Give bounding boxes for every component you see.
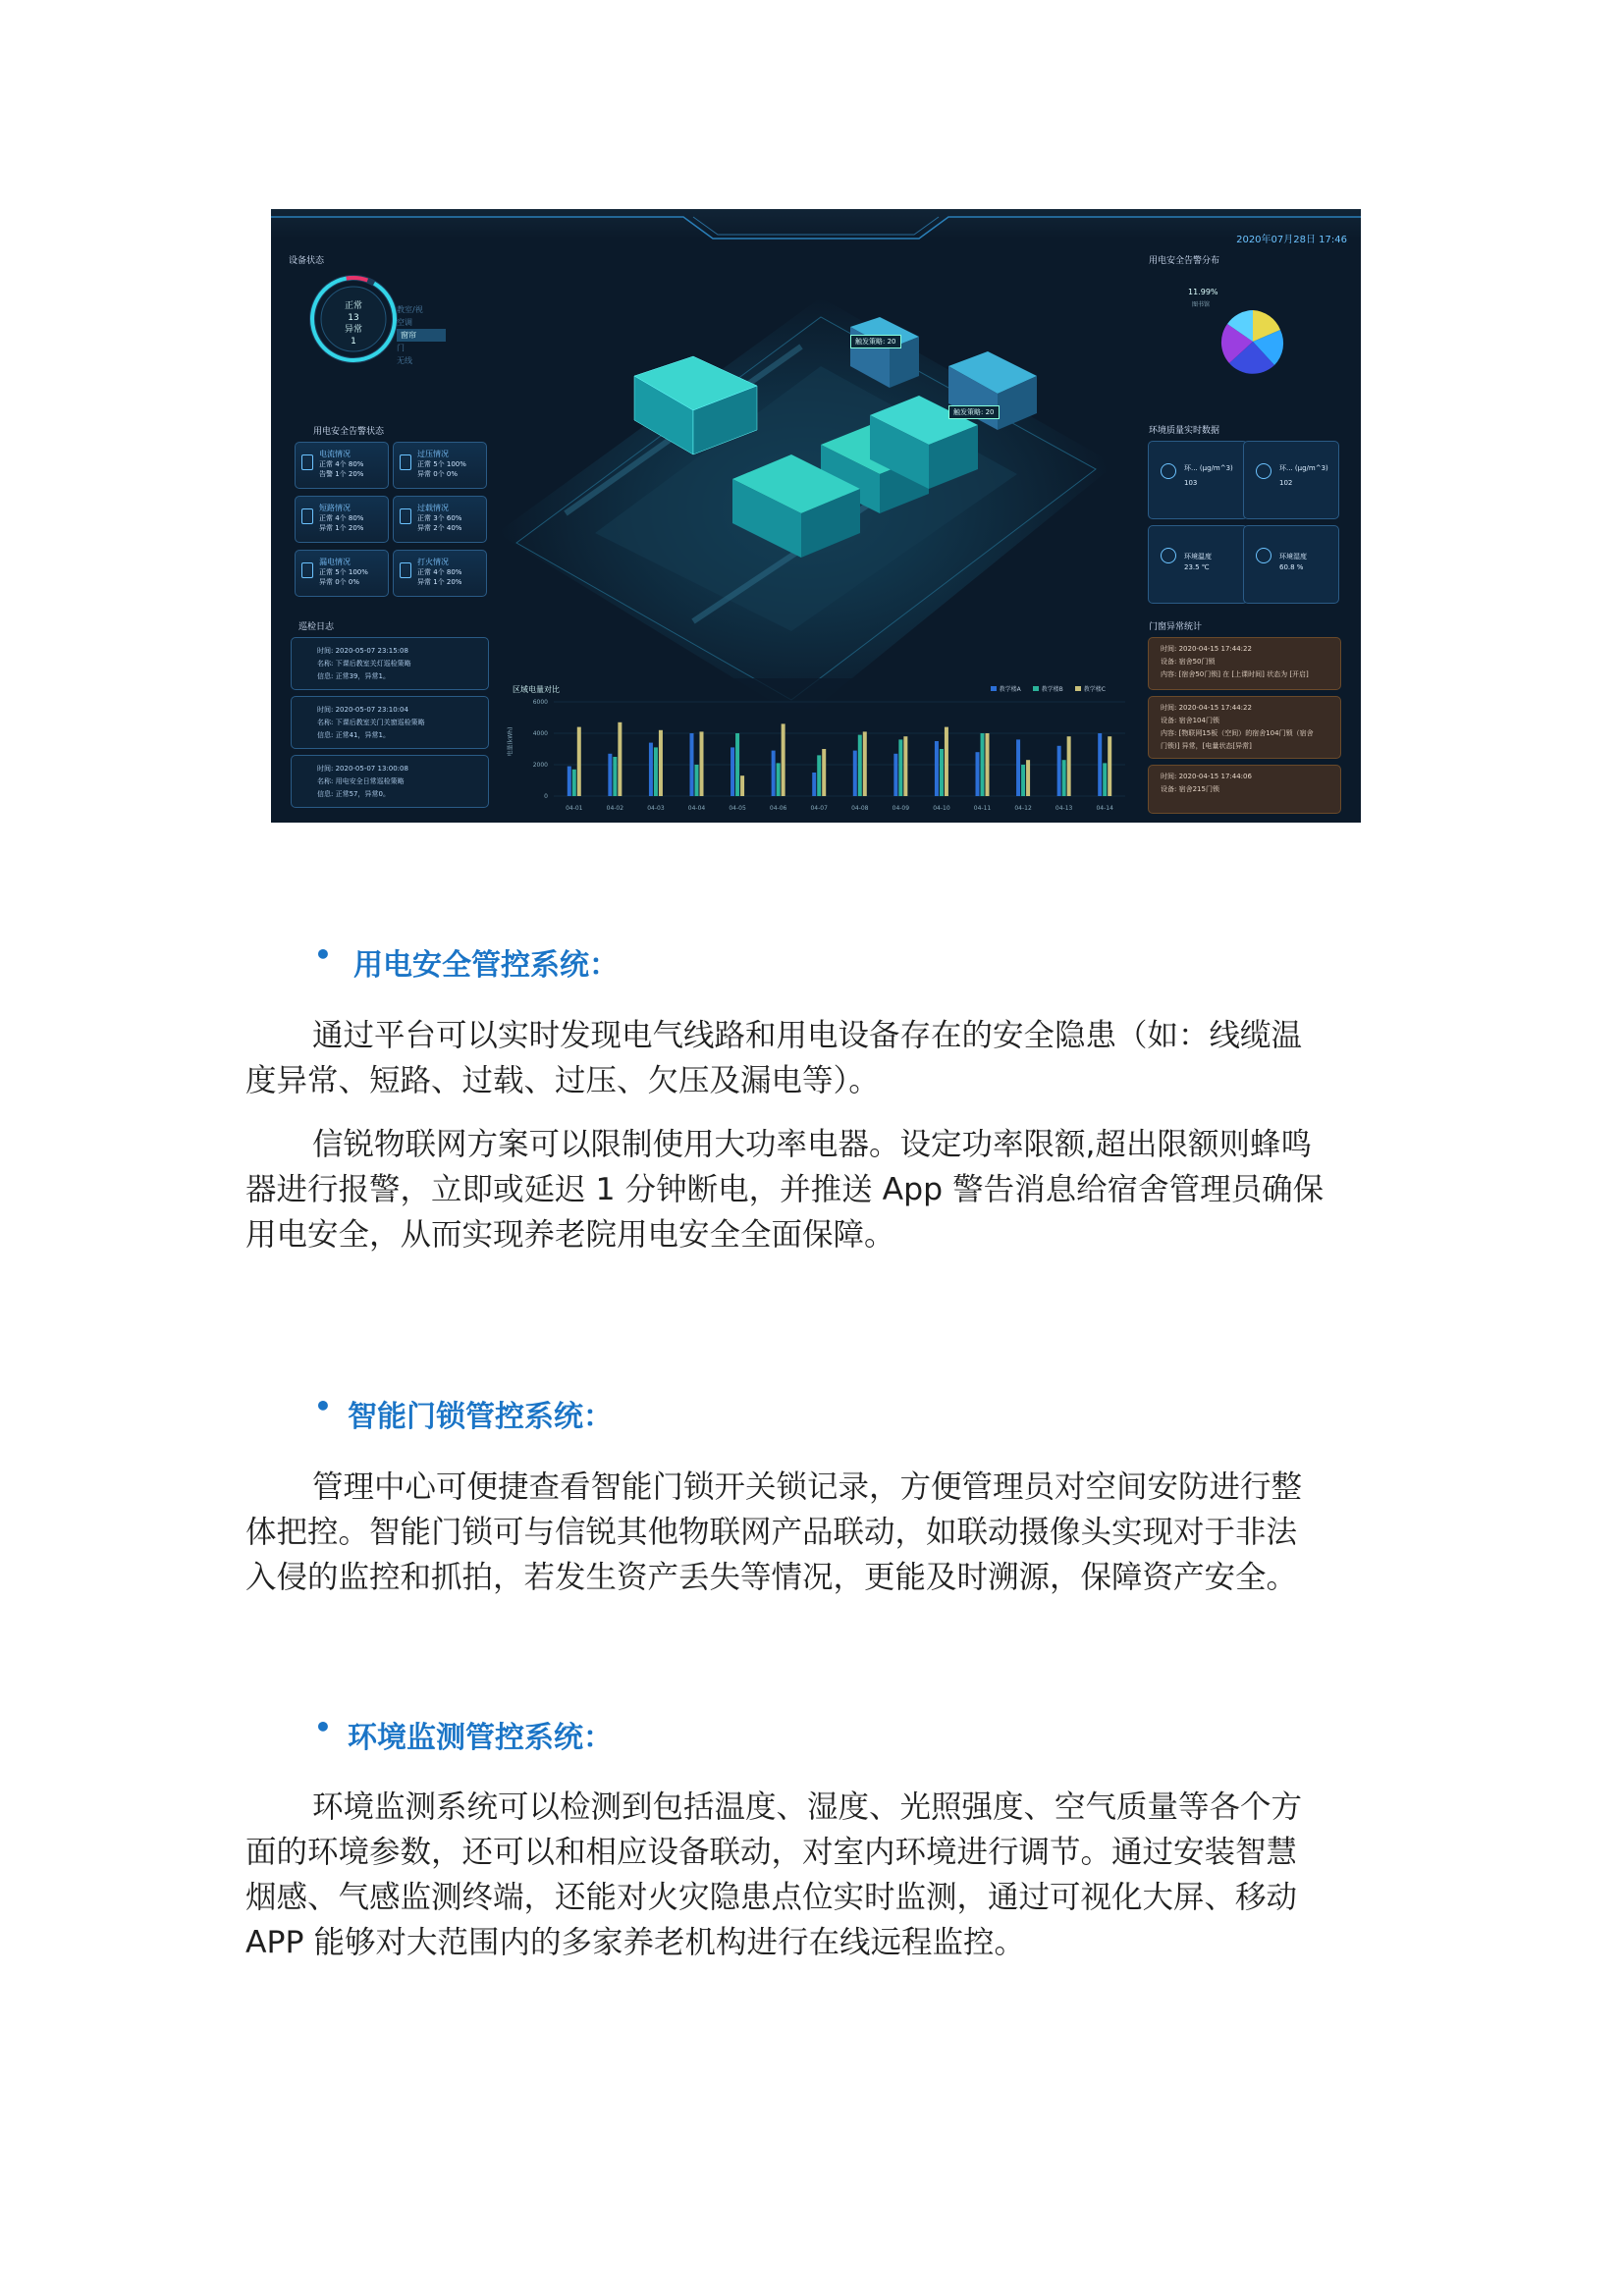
text-line: 入侵的监控和抓拍，若发生资产丢失等情况，更能及时溯源，保障资产安全。 [245,1560,1298,1595]
bar[interactable] [812,773,816,796]
bar[interactable] [730,747,734,796]
patrol-log-title: 巡检日志 [298,622,335,632]
text-line: 面的环境参数，还可以和相应设备联动，对室内环境进行调节。通过安装智慧 [245,1835,1298,1870]
callout-2: 触发策略: 20 [948,405,1000,419]
x-tick-label: 04-14 [1096,805,1113,812]
device-type-item[interactable]: 无线 [397,356,412,365]
paragraph [245,1013,1302,1103]
elec-card-spark[interactable]: 打火情况 正常 4个 80% 异常 1个 20% [393,550,487,597]
device-type-item[interactable]: 门 [397,344,405,352]
pm-icon [1256,463,1271,479]
bar[interactable] [1103,763,1107,796]
text-line: 烟感、气感监测终端，还能对火灾隐患点位实时监测，通过可视化大屏、移动 [245,1880,1298,1915]
bar[interactable] [772,751,776,796]
env-card-pm2[interactable]: 环... (μg/m^3) 102 [1243,441,1339,519]
bar[interactable] [903,736,907,796]
bullet: • [314,1711,332,1743]
text-line: 通过平台可以实时发现电气线路和用电设备存在的安全隐患（如：线缆温 [312,1018,1303,1053]
bar[interactable] [940,749,944,796]
x-tick-label: 04-07 [810,805,828,812]
door-entry[interactable]: 时间: 2020-04-15 17:44:22 设备: 宿舍104门锁 内容: [物联网15板（空间）的宿舍104门锁（宿舍 门锁)] 异常，[电量状态[异常] [1148,696,1341,759]
overload-icon [400,508,411,524]
text-line: 用电安全，从而实现养老院用电安全全面保障。 [245,1217,895,1253]
bar[interactable] [822,749,826,796]
thermometer-icon [1161,548,1176,563]
section-heading: 用电安全管控系统： [353,948,619,983]
leakage-icon [301,562,313,578]
text-line: 信锐物联网方案可以限制使用大功率电器。设定功率限额,超出限额则蜂鸣 [312,1127,1313,1162]
patrol-log-entry[interactable]: 时间: 2020-05-07 13:00:08 名称: 用电安全日常巡检策略 信息: 正常57，异常0。 [291,755,489,808]
legend-label: 教学楼C [1083,686,1106,693]
current-icon [301,454,313,470]
env-card-temp[interactable]: 环境温度 23.5 ℃ [1148,525,1248,604]
elec-dist-pct: 11.99% [1188,288,1218,296]
x-tick-label: 04-09 [892,805,910,812]
paragraph [245,1465,1302,1600]
x-tick-label: 04-05 [729,805,746,812]
bar[interactable] [654,747,658,796]
elec-card-current[interactable]: 电流情况 正常 4个 80% 告警 1个 20% [295,442,389,489]
bar[interactable] [613,757,617,796]
x-tick-label: 04-03 [647,805,665,812]
bar[interactable] [572,770,576,796]
elec-card-overvoltage[interactable]: 过压情况 正常 5个 100% 异常 0个 0% [393,442,487,489]
bar[interactable] [695,765,699,796]
section-heading: 智能门锁管控系统： [348,1400,613,1434]
bar[interactable] [986,733,990,796]
paragraph [245,1122,1324,1257]
text-line: 环境监测系统可以检测到包括温度、湿度、光照强度、空气质量等各个方 [312,1789,1303,1825]
x-tick-label: 04-04 [687,805,706,812]
bar[interactable] [1067,736,1071,796]
bar[interactable] [777,763,781,796]
device-status-title: 设备状态 [289,256,325,266]
bar[interactable] [858,735,862,796]
door-entry[interactable]: 时间: 2020-04-15 17:44:06 设备: 宿舍215门锁 [1148,765,1341,814]
bar[interactable] [976,752,980,796]
dashboard-screenshot [271,209,1361,823]
bullet: • [314,938,332,971]
bar[interactable] [608,754,612,796]
y-tick-label: 6000 [532,699,548,706]
bar[interactable] [782,723,785,796]
bar[interactable] [690,733,694,796]
env-card-pm[interactable]: 环... (μg/m^3) 103 [1148,441,1248,519]
bar[interactable] [981,733,985,796]
elec-dist-label: 图书馆 [1192,301,1211,308]
x-tick-label: 04-12 [1014,805,1032,812]
patrol-log-entry[interactable]: 时间: 2020-05-07 23:10:04 名称: 下课后教室关门关窗巡检策略 信息: 正常41，异常1。 [291,696,489,749]
humidity-icon [1256,548,1271,563]
env-title: 环境质量实时数据 [1149,426,1220,436]
pm-icon [1161,463,1176,479]
device-type-item[interactable]: 教室/视 [397,305,423,314]
bar[interactable] [735,733,739,796]
text-line: APP 能够对大范围内的多家养老机构进行在线远程监控。 [245,1925,1026,1960]
device-type-item[interactable]: 空调 [397,318,412,327]
bar[interactable] [1016,739,1020,796]
callout-1: 触发策略: 20 [850,335,901,348]
chart-plot [507,678,1135,816]
y-tick-label: 0 [544,793,548,800]
bar[interactable] [568,767,571,796]
area-power-chart [507,678,1135,816]
bar[interactable] [945,727,948,796]
bar[interactable] [898,739,902,796]
bar[interactable] [817,755,821,796]
x-tick-label: 04-11 [973,805,992,812]
bar[interactable] [659,730,663,796]
bar[interactable] [700,731,704,796]
x-tick-label: 04-10 [933,805,950,812]
elec-dist-title: 用电安全告警分布 [1149,256,1220,266]
x-tick-label: 04-01 [566,805,583,812]
bar[interactable] [1057,746,1061,796]
x-tick-label: 04-02 [606,805,624,812]
voltage-icon [400,454,411,470]
text-line: 管理中心可便捷查看智能门锁开关锁记录，方便管理员对空间安防进行整 [312,1469,1303,1505]
elec-dist-pie [1214,302,1292,381]
bar[interactable] [1021,765,1025,796]
bar[interactable] [1026,760,1030,796]
bullet: • [314,1390,332,1422]
bar[interactable] [893,754,897,796]
x-tick-label: 04-06 [769,805,787,812]
bar[interactable] [1062,760,1066,796]
y-tick-label: 2000 [532,762,548,769]
door-entry[interactable]: 时间: 2020-04-15 17:44:22 设备: 宿舍50门锁 内容: [宿舍50门锁] 在 [上课时间] 状态为 [开启] [1148,637,1341,690]
text-line: 度异常、短路、过载、过压、欠压及漏电等）。 [245,1063,880,1098]
legend-label: 教学楼B [1041,686,1063,693]
bar[interactable] [618,722,622,796]
chart-ylabel: 电量(kWh) [507,726,514,757]
device-status-counts: 正常 13 异常 1 [344,301,362,347]
env-card-humidity[interactable]: 环境湿度 60.8 % [1243,525,1339,604]
y-tick-label: 4000 [532,730,548,737]
patrol-log-entry[interactable]: 时间: 2020-05-07 23:15:08 名称: 下课后教室关灯巡检策略 信息: 正常39，异常1。 [291,637,489,690]
x-tick-label: 04-13 [1055,805,1073,812]
legend-label: 教学楼A [999,686,1021,693]
paragraph [245,1785,1302,1965]
section-heading: 环境监测管控系统： [348,1721,613,1755]
elec-card-short[interactable]: 短路情况 正常 4个 80% 异常 1个 20% [295,496,389,543]
text-line: 体把控。智能门锁可与信锐其他物联网产品联动，如联动摄像头实现对于非法 [245,1515,1298,1550]
bar[interactable] [863,731,867,796]
bar[interactable] [1108,736,1111,796]
elec-card-leakage[interactable]: 漏电情况 正常 5个 100% 异常 0个 0% [295,550,389,597]
bar[interactable] [935,741,939,796]
text-line: 器进行报警，立即或延迟 1 分钟断电，并推送 App 警告消息给宿舍管理员确保 [245,1172,1325,1207]
dashboard-datetime: 2020年07月28日 17:46 [1236,235,1347,245]
chart-title: 区域电量对比 [513,685,560,694]
campus-buildings [546,317,1076,641]
bar[interactable] [853,751,857,796]
bar[interactable] [1098,733,1102,796]
elec-status-title: 用电安全告警状态 [313,427,385,437]
bar[interactable] [649,743,653,796]
door-stats-title: 门窗异常统计 [1149,622,1203,632]
bar[interactable] [577,727,581,796]
device-type-menu[interactable] [397,303,446,367]
x-tick-label: 04-08 [851,805,869,812]
device-type-item[interactable]: 窗帘 [397,329,446,342]
short-circuit-icon [301,508,313,524]
bar[interactable] [740,775,744,796]
spark-icon [400,562,411,578]
elec-card-overload[interactable]: 过载情况 正常 3个 60% 异常 2个 40% [393,496,487,543]
